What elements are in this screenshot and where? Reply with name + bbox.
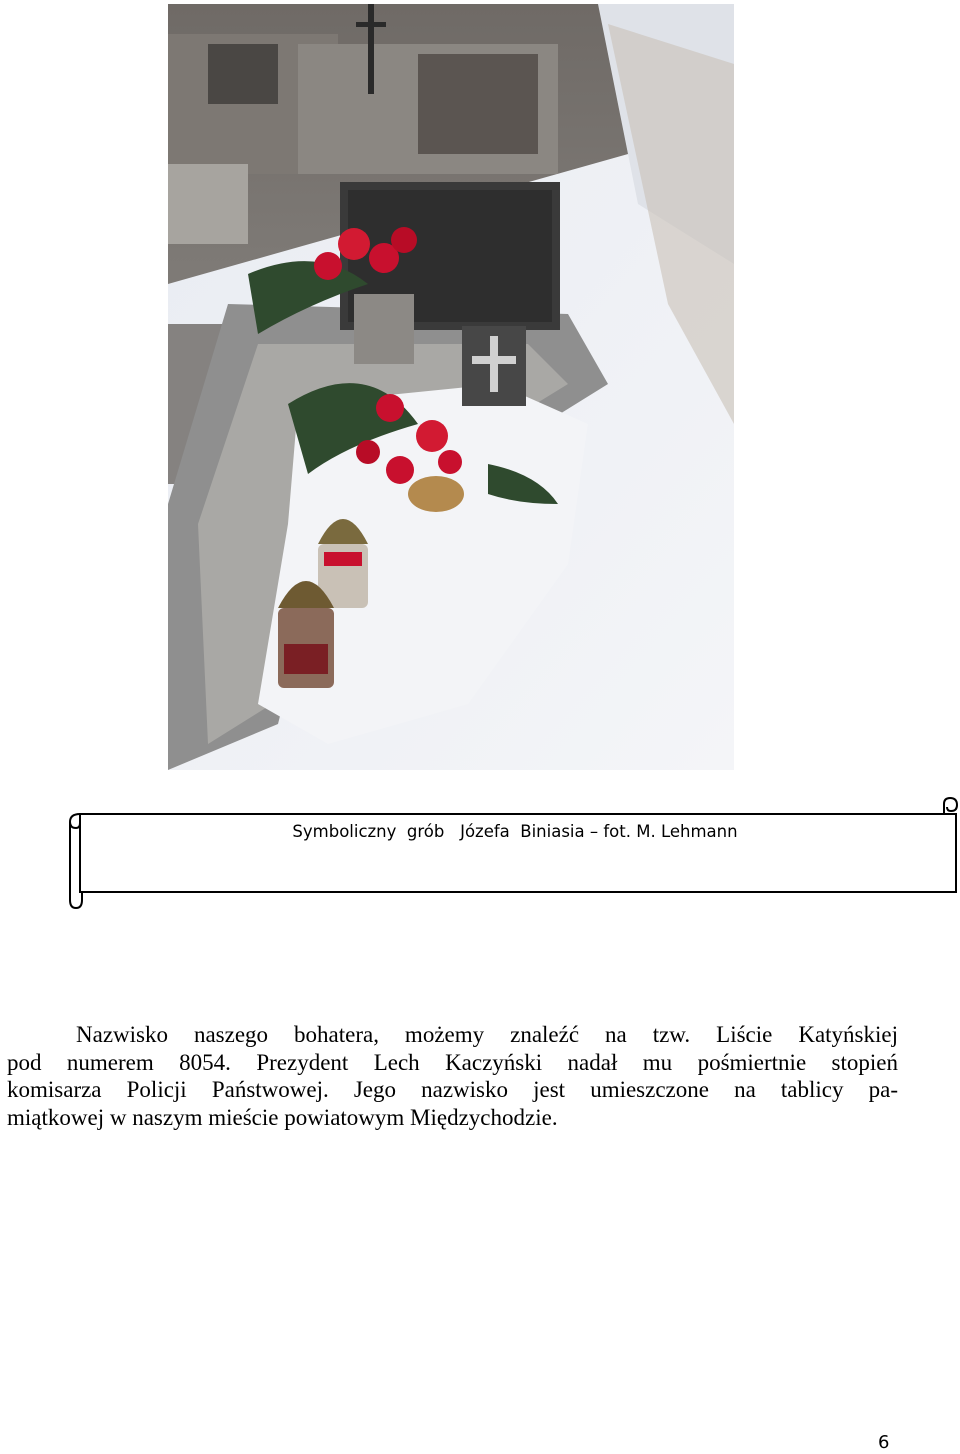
grave-photo bbox=[168, 4, 734, 770]
page-number: 6 bbox=[878, 1432, 890, 1453]
caption-scroll-frame bbox=[60, 796, 960, 912]
photo-caption: Symboliczny grób Józefa Biniasia – fot. M. Lehmann bbox=[292, 822, 738, 841]
body-paragraph bbox=[7, 1021, 898, 1131]
body-line: Nazwisko naszego bohatera, możemy znaleźć na tzw. Liście Katyńskiej bbox=[76, 1022, 898, 1047]
body-line: komisarza Policji Państwowej. Jego nazwisko jest umieszczone na tablicy pa- bbox=[7, 1077, 898, 1103]
body-line: pod numerem 8054. Prezydent Lech Kaczyński nadał mu pośmiertnie stopień bbox=[7, 1049, 898, 1075]
body-line: miątkowej w naszym mieście powiatowym Międzychodzie. bbox=[7, 1104, 558, 1130]
